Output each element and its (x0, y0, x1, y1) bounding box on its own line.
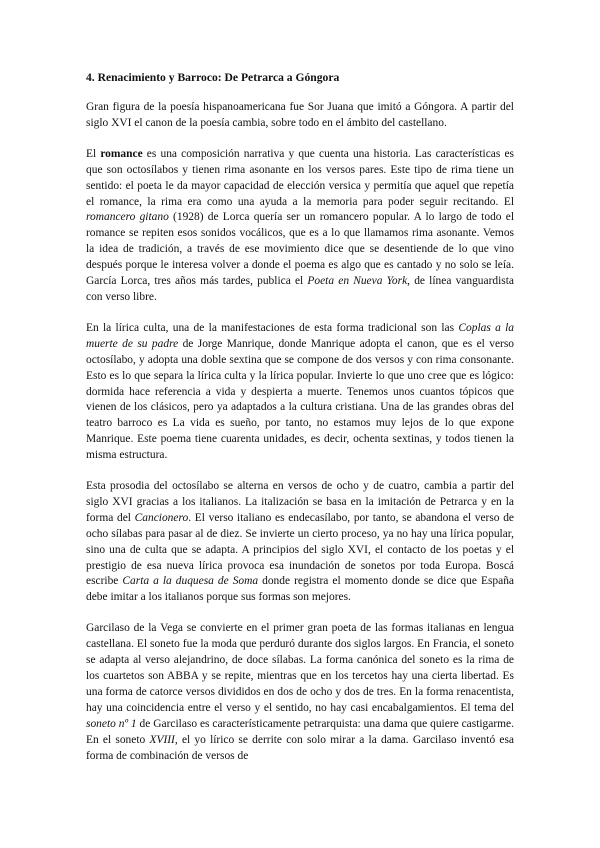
text-run: (1928) de Lorca quería ser un romancero popular. A lo largo de todo el romance se repiten esos sonidos vocálicos, que es a lo que llamamos rima asonante. Vemos la idea de tradición, a través de ese movimiento dice que se desentiende de lo que vino después porque le interesa volver a donde el poema es algo que es cantado y no solo se leía. García Lorca, tres años más tardes, publica el (86, 211, 514, 288)
paragraph-intro (86, 100, 514, 132)
text-run: donde registra el momento donde se dice que España debe imitar a los italianos porque sus formas son mejores. (86, 575, 514, 604)
text-run: de Garcilaso es característicamente petrarquista: una dama que quiere castigarme. En el soneto (86, 717, 514, 746)
term-romance: romance (100, 147, 143, 160)
text-run: Esta prosodia del octosílabo se alterna en versos de ocho y de cuatro, cambia a partir del siglo XVI gracias a los italianos. La italización se basa en la imitación de Petrarca y en la forma del (86, 480, 514, 524)
work-title-poeta-en-nueva-york: Poeta en Nueva York (307, 275, 408, 288)
text-run: , de línea vanguardista con verso libre. (86, 275, 515, 303)
paragraph-intro-text: Gran figura de la poesía hispanoamericana fue Sor Juana que imitó a Góngora. A partir del siglo XVI el canon de la poesía cambia, sobre todo en el ámbito del castellano. (86, 101, 514, 129)
text-run: En la lírica culta, una de la manifestaciones de esta forma tradicional son las (86, 321, 459, 334)
work-title-carta-duquesa-soma: Carta a la duquesa de Soma (122, 575, 259, 588)
section-heading: 4. Renacimiento y Barroco: De Petrarca a Góngora (86, 71, 340, 84)
text-run: . El verso italiano es endecasílabo, por tanto, se abandona el verso de ocho sílabas para pasar al de diez. Se invierte un cierto proceso, ya no hay una lírica popular, sino una de culta que se adapta. A principios del siglo XVI, el contacto de los poetas y el prestigio de esa nueva lírica provoca esa inundación de sonetos por toda Europa. Boscá escribe (86, 511, 514, 588)
paragraph-octosilabo (86, 479, 514, 606)
work-title-soneto-1: soneto nº 1 (86, 717, 137, 730)
work-title-soneto-xviii: XVIII (149, 733, 175, 746)
text-run: de Jorge Manrique, donde Manrique adopta el canon, que es el verso octosílabo, y adopta una doble sextina que se compone de dos versos y con rima consonante. Esto es lo que separa la lírica culta y la lírica popular. Invierte lo que uno cree que es lógico: dormida hace referencia a vida y despierta a muerte. Tenemos unos cuantos tópicos que vienen de los clásicos, pero ya adaptados a la cultura cristiana. Una de las grandes obras del teatro barroco es La vida es sueño, por tanto, no estamos muy lejos de lo que expone Manrique. Este poema tiene cuarenta unidades, es decir, ochenta sextinas, y todos tienen la misma estructura. (86, 337, 514, 462)
paragraph-romance (86, 147, 514, 306)
text-run: es una composición narrativa y que cuenta una historia. Las características es que son octosílabos y tienen rima asonante en los versos pares. Este tipo de rima tiene un sentido: el poeta le da mayor capacidad de elección versica y permitía que aquel que repetía el romance, la rima era como una ayuda a la memoria para poder seguir recitando. El (86, 147, 514, 208)
work-title-romancero-gitano: romancero gitano (86, 211, 169, 224)
paragraph-lirica-culta (86, 321, 514, 464)
text-run: El (86, 147, 101, 160)
text-run: Garcilaso de la Vega se convierte en el primer gran poeta de las formas italianas en lengua castellana. El soneto fue la moda que perduró durante dos siglos largos. En Francia, el soneto se adapta al verso alejandrino, de doce sílabas. La forma canónica del soneto es la rima de los cuartetos son ABBA y se repite, mientras que en los tercetos hay una cierta libertad. Es una forma de catorce versos divididos en dos de ocho y dos de tres. En la forma renacentista, hay una coincidencia entre el verso y el sentido, no hay casi encabalgamientos. El tema del (86, 622, 514, 714)
paragraph-garcilaso (86, 621, 514, 764)
work-title-coplas: Coplas a la muerte de su padre (86, 321, 515, 350)
work-title-cancionero: Cancionero (134, 511, 189, 524)
text-run: , el yo lírico se derrite con solo mirar a la dama. Garcilaso inventó esa forma de combinación de versos de (86, 733, 514, 762)
